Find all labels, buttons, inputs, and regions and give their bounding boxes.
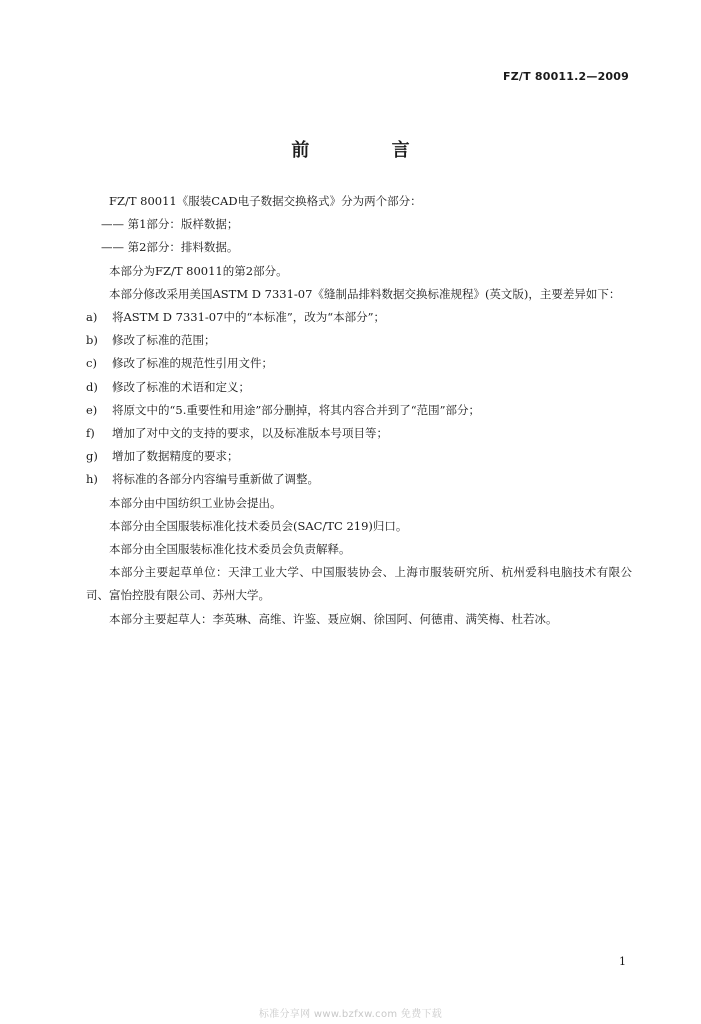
list-item <box>86 399 632 422</box>
list-item-text: 将原文中的“5.重要性和用途”部分删掉，将其内容合并到了“范围”部分； <box>112 402 480 417</box>
list-item-label: h) <box>86 472 98 487</box>
interpreted-by-paragraph: 本部分由全国服装标准化技术委员会负责解释。 <box>109 542 351 557</box>
list-item-text: 将标准的各部分内容编号重新做了调整。 <box>112 472 319 487</box>
list-item <box>86 468 632 491</box>
list-item-label: a) <box>86 310 98 325</box>
list-item-text: 增加了数据精度的要求； <box>112 449 239 464</box>
drafters-paragraph: 本部分主要起草人：李英琳、高维、许鉴、聂应娴、徐国阿、何德甫、满笑梅、杜若冰。 <box>109 611 558 626</box>
watermark-text: 标准分享网 www.bzfxw.com 免费下载 <box>258 1009 443 1020</box>
centralized-by-paragraph: 本部分由全国服装标准化技术委员会(SAC/TC 219)归口。 <box>109 518 408 533</box>
list-item-text: 增加了对中文的支持的要求，以及标准版本号项目等； <box>112 426 388 441</box>
list-item <box>86 445 632 468</box>
intro-paragraph: FZ/T 80011《服装CAD电子数据交换格式》分为两个部分： <box>109 194 422 208</box>
list-item <box>86 422 632 445</box>
list-item-label: b) <box>86 333 98 348</box>
this-part-paragraph: 本部分为FZ/T 80011的第2部分。 <box>109 263 288 278</box>
part-list-item: —— 第1部分：版样数据； <box>100 217 239 232</box>
list-item <box>86 352 632 375</box>
list-item <box>86 329 632 352</box>
list-item-label: c) <box>86 356 97 371</box>
drafting-units-paragraph: 本部分主要起草单位：天津工业大学、中国服装协会、上海市服装研究所、杭州爱科电脑技术有限公司、富怡控股有限公司、苏州大学。 <box>86 565 632 603</box>
differences-list <box>86 306 632 492</box>
document-body <box>86 190 632 631</box>
list-item <box>86 306 632 329</box>
page-number: 1 <box>619 955 626 968</box>
adoption-paragraph: 本部分修改采用美国ASTM D 7331-07《缝制品排料数据交换标准规程》(英文版)，主要差异如下： <box>109 286 621 301</box>
list-item-text: 修改了标准的范围； <box>112 333 216 348</box>
list-item-label: g) <box>86 449 98 464</box>
page-title: 前 言 <box>291 140 448 161</box>
standard-code: FZ/T 80011.2—2009 <box>503 70 629 83</box>
list-item-text: 修改了标准的术语和定义； <box>112 379 250 394</box>
proposed-by-paragraph: 本部分由中国纺织工业协会提出。 <box>109 495 282 510</box>
list-item-label: f) <box>86 426 95 441</box>
list-item-label: d) <box>86 379 98 394</box>
list-item-label: e) <box>86 402 98 417</box>
part-list-item: —— 第2部分：排料数据。 <box>100 240 239 255</box>
list-item-text: 修改了标准的规范性引用文件； <box>112 356 273 371</box>
list-item-text: 将ASTM D 7331-07中的“本标准”，改为“本部分”； <box>112 310 385 325</box>
list-item <box>86 376 632 399</box>
